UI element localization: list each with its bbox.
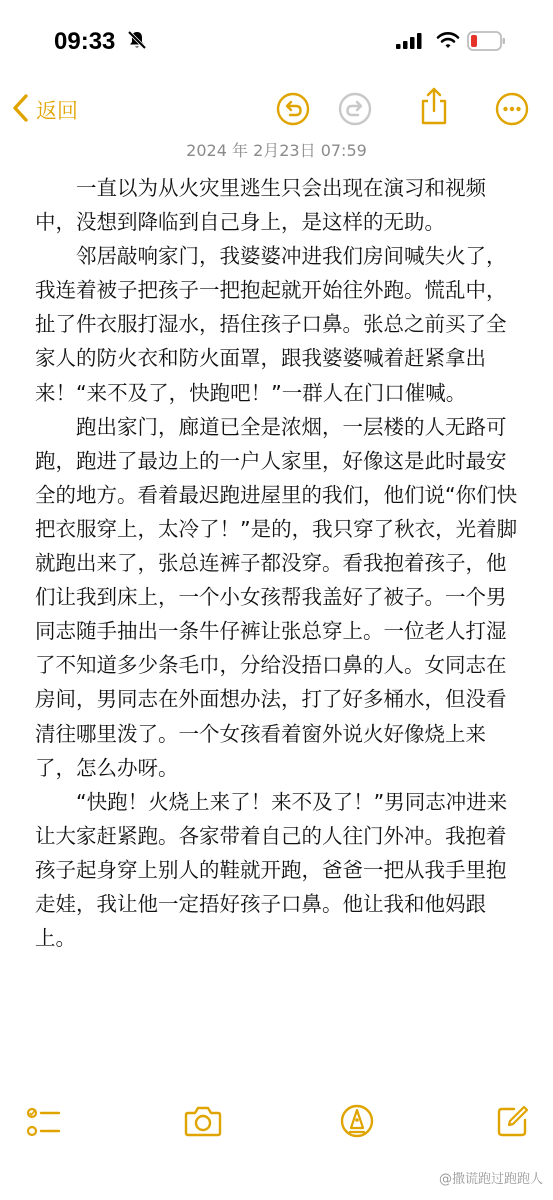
back-label: 返回	[36, 99, 78, 123]
chevron-left-icon	[12, 93, 30, 127]
checklist-icon[interactable]	[26, 1104, 62, 1144]
note-paragraph: 邻居敲响家门，我婆婆冲进我们房间喊失火了，我连着被子把孩子一把抱起就开始往外跑。慌乱中，扯了件衣服打湿水，捂住孩子口鼻。张总之前买了全家人的防火衣和防火面罩，跟我婆婆喊着赶紧拿出来！“来不及了，快跑吧！”一群人在门口催喊。	[35, 244, 507, 405]
back-button[interactable]	[12, 90, 78, 130]
bottom-toolbar	[0, 1098, 553, 1148]
mute-bell-icon	[126, 29, 148, 55]
signal-icon	[396, 33, 422, 53]
redo-icon[interactable]	[338, 92, 372, 130]
note-paragraph: 跑出家门，廊道已全是浓烟，一层楼的人无路可跑，跑进了最边上的一户人家里，好像这是此时最安全的地方。看着最迟跑进屋里的我们，他们说“你们快把衣服穿上，太冷了！”是的，我只穿了秋衣，光着脚就跑出来了，张总连裤子都没穿。看我抱着孩子，他们让我到床上，一个小女孩帮我盖好了被子。一个男同志随手抽出一条牛仔裤让张总穿上。一位老人打湿了不知道多少条毛巾，分给没捂口鼻的人。女同志在房间，男同志在外面想办法，打了好多桶水，但没看清往哪里泼了。一个女孩看着窗外说火好像烧上来了，怎么办呀。	[35, 414, 518, 780]
compose-icon[interactable]	[496, 1104, 530, 1142]
status-bar	[0, 0, 553, 80]
markup-icon[interactable]	[340, 1104, 374, 1142]
note-body[interactable]	[35, 171, 525, 955]
notes-toolbar	[0, 86, 553, 134]
note-paragraph: “快跑！火烧上来了！来不及了！”男同志冲进来让大家赶紧跑。各家带着自己的人往门外冲。我抱着孩子起身穿上别人的鞋就开跑，爸爸一把从我手里抱走娃，我让他一定捂好孩子口鼻。他让我和他妈跟上。	[35, 789, 508, 951]
battery-icon	[467, 31, 507, 55]
more-icon[interactable]	[495, 92, 529, 130]
note-paragraph: 一直以为从火灾里逃生只会出现在演习和视频中，没想到降临到自己身上，是这样的无助。	[35, 176, 486, 235]
undo-icon[interactable]	[276, 92, 310, 130]
note-timestamp: 2024 年 2月23日 07:59	[186, 141, 367, 160]
status-time: 09:33	[54, 28, 116, 55]
camera-icon[interactable]	[184, 1104, 222, 1142]
share-icon[interactable]	[418, 86, 450, 130]
watermark: @撒谎跑过跑跑人	[438, 1172, 543, 1187]
wifi-icon	[436, 31, 460, 53]
